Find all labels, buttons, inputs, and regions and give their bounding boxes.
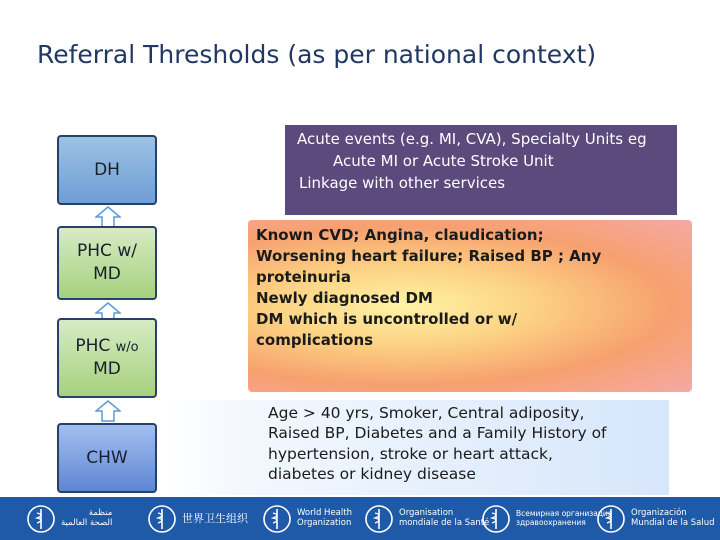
criteria-phc-line: complications — [256, 331, 374, 349]
level-phc-md — [57, 226, 157, 300]
criteria-chw-line: Raised BP, Diabetes and a Family History of — [268, 424, 607, 443]
who-logo-arabic — [26, 503, 112, 535]
up-arrow-icon — [95, 400, 121, 422]
criteria-dh-line: Acute events (e.g. MI, CVA), Specialty Units eg — [297, 130, 647, 148]
level-chw-label: CHW — [86, 447, 128, 468]
level-dh-label: DH — [94, 159, 120, 180]
who-logo-line: Mundial de la Salud — [631, 518, 715, 528]
slide-title: Referral Thresholds (as per national context) — [37, 40, 597, 69]
who-emblem-icon — [262, 504, 292, 534]
level-phc-md-label: PHC w/ — [77, 241, 137, 262]
who-logo-line: منظمة — [88, 508, 113, 519]
level-phc-no-md-label2: MD — [93, 359, 121, 379]
who-logo-spanish — [596, 503, 715, 535]
who-logo-line: здравоохранения — [516, 518, 586, 527]
criteria-phc-md — [248, 220, 692, 392]
who-logo-line: World Health — [297, 508, 352, 519]
criteria-phc-line: proteinuria — [256, 268, 351, 286]
level-chw — [57, 423, 157, 493]
who-logo-line: mondiale de la Santé — [399, 518, 490, 528]
criteria-phc-line: Newly diagnosed DM — [256, 289, 433, 307]
criteria-chw — [167, 400, 669, 495]
who-emblem-icon — [596, 504, 626, 534]
who-logo-russian — [481, 503, 612, 535]
criteria-dh-line: Acute MI or Acute Stroke Unit — [333, 151, 554, 170]
who-logo-line: Organisation — [399, 508, 454, 519]
who-logo-french — [364, 503, 489, 535]
criteria-phc-line: Worsening heart failure; Raised BP ; Any — [256, 247, 602, 265]
criteria-dh-line: Linkage with other services — [299, 173, 506, 192]
criteria-dh — [285, 125, 677, 215]
who-logo-line: Organization — [297, 518, 352, 528]
who-emblem-icon — [147, 504, 177, 534]
level-phc-no-md-label: PHC — [75, 336, 111, 357]
criteria-chw-line: Age > 40 yrs, Smoker, Central adiposity, — [268, 404, 585, 422]
criteria-chw-line: hypertension, stroke or heart attack, — [268, 444, 553, 463]
who-logo-english — [262, 503, 352, 535]
who-logo-line: الصحة العالمية — [61, 518, 113, 528]
who-emblem-icon — [481, 504, 511, 534]
level-phc-md-label2: MD — [93, 264, 121, 284]
who-footer-bar — [0, 497, 720, 540]
level-phc-no-md — [57, 318, 157, 398]
who-logo-line: 世界卫生组织 — [182, 511, 248, 525]
who-emblem-icon — [364, 504, 394, 534]
criteria-chw-line: diabetes or kidney disease — [268, 465, 476, 484]
level-phc-no-md-label-small: w/o — [115, 340, 139, 356]
who-logo-chinese — [147, 503, 248, 535]
who-logo-line: Organización — [631, 508, 687, 519]
level-dh — [57, 135, 157, 205]
up-arrow-icon — [95, 206, 121, 228]
who-emblem-icon — [26, 504, 56, 534]
who-logo-line: Всемирная организация — [516, 509, 613, 519]
criteria-phc-line: Known CVD; Angina, claudication; — [256, 226, 544, 244]
criteria-phc-line: DM which is uncontrolled or w/ — [256, 310, 518, 328]
